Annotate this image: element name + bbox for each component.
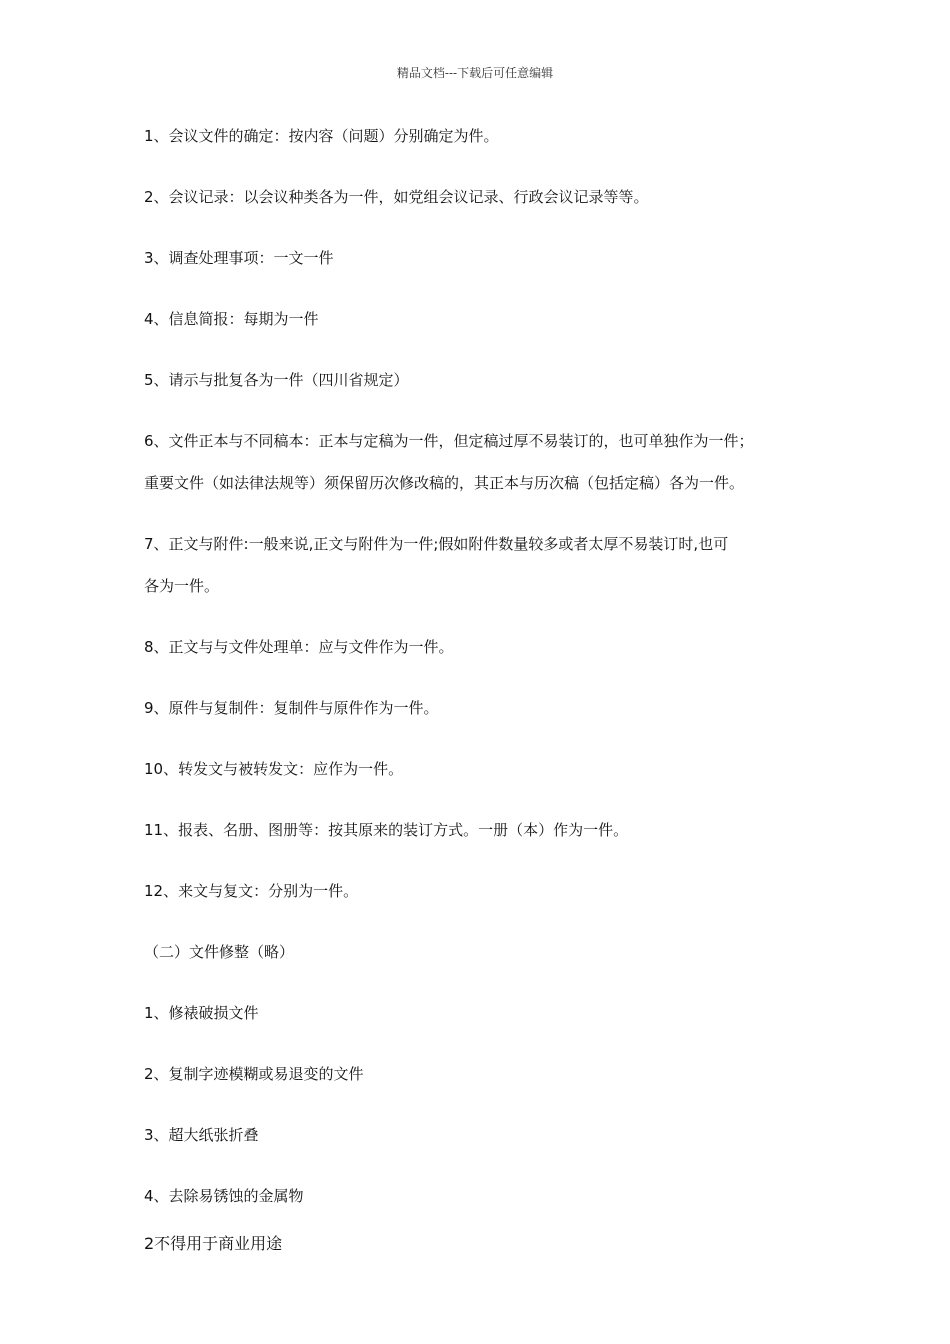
document-body <box>144 124 834 1208</box>
list-item-line: 7、正文与附件:一般来说,正文与附件为一件;假如附件数量较多或者太厚不易装订时,也可 <box>144 535 729 553</box>
list-item: 1、修裱破损文件 <box>144 1004 259 1022</box>
list-item: 11、报表、名册、图册等：按其原来的装订方式。一册（本）作为一件。 <box>144 821 629 839</box>
list-item: 2、复制字迹模糊或易退变的文件 <box>144 1065 364 1083</box>
list-item: 3、调查处理事项：一文一件 <box>144 249 334 267</box>
page-header: 精品文档---下载后可任意编辑 <box>396 66 554 80</box>
list-item: 4、信息简报：每期为一件 <box>144 310 319 328</box>
list-item: 9、原件与复制件：复制件与原件作为一件。 <box>144 699 439 717</box>
list-item-line: 各为一件。 <box>144 577 220 595</box>
list-item: 2、会议记录：以会议种类各为一件，如党组会议记录、行政会议记录等等。 <box>144 188 649 206</box>
list-item: 12、来文与复文：分别为一件。 <box>144 882 359 900</box>
list-item: 8、正文与与文件处理单：应与文件作为一件。 <box>144 638 454 656</box>
list-item-line: 重要文件（如法律法规等）须保留历次修改稿的，其正本与历次稿（包括定稿）各为一件。 <box>144 474 745 492</box>
list-item: 3、超大纸张折叠 <box>144 1126 259 1144</box>
list-item: 5、请示与批复各为一件（四川省规定） <box>144 371 409 389</box>
list-item-line: 6、文件正本与不同稿本：正本与定稿为一件，但定稿过厚不易装订的，也可单独作为一件； <box>144 432 754 450</box>
section-heading: （二）文件修整（略） <box>144 943 295 961</box>
list-item: 10、转发文与被转发文：应作为一件。 <box>144 760 404 778</box>
list-item <box>144 532 834 598</box>
list-item: 1、会议文件的确定：按内容（问题）分别确定为件。 <box>144 127 499 145</box>
page-footer: 2不得用于商业用途 <box>144 1234 283 1253</box>
list-item: 4、去除易锈蚀的金属物 <box>144 1187 304 1205</box>
list-item <box>144 429 834 495</box>
